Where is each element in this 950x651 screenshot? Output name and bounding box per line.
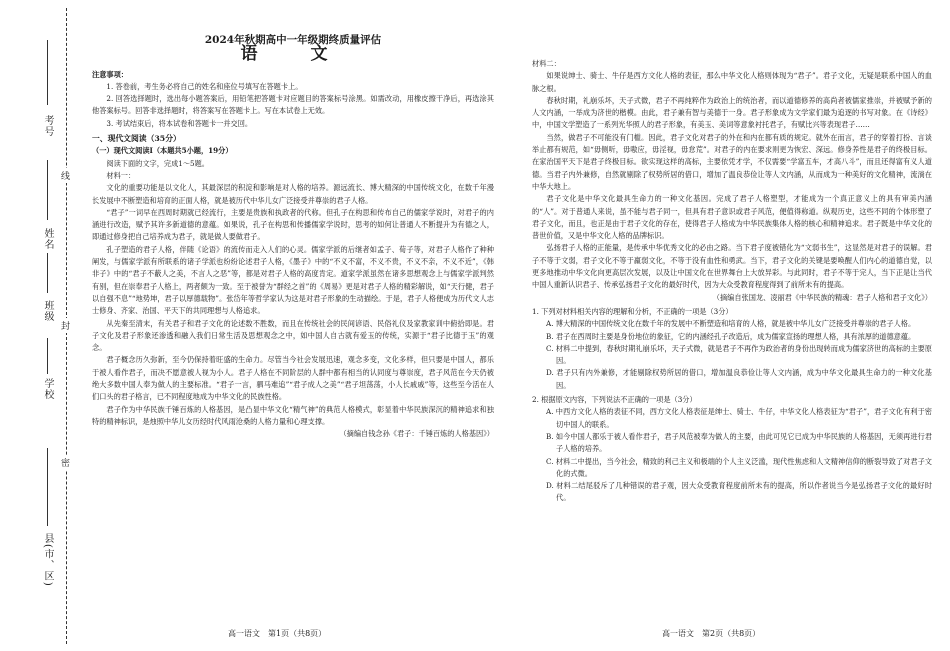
question-stem: 2. 根据原文内容，下列说法不正确的一项是（3分）	[532, 395, 697, 405]
paragraph: 君子文化是中华文化最具生命力的一种文化基因。完成了君子人格塑型，才能成为一个真正意义上的具有审美内涵的“人”。对于普通人来说，虽不能与君子同一，但具有君子意识或君子风范，便值得称道。纵观历史，这些不同的个体形塑了君子文化，而且，也正是由于君子文化的存在，使得君子人格成为中华民族集体人格的核心和精神追求。君子既是中华文化的普世价值，又是中华文化人格的品牌标识。	[532, 194, 932, 241]
question-option: D. 君子只有内外兼修，才能剔除权势所居的借口，增加温良恭俭让等人文内涵，成为中华文化最具生命力的一种文化基因。	[546, 368, 932, 390]
question-stem: 1. 下列对材料相关内容的理解和分析，不正确的一项是（3分）	[532, 306, 733, 316]
paragraph: 君子概念历久弥新，至今仍保持着旺盛的生命力。尽管当今社会发展迅速，观念多变，文化多样，但只要是中国人，都乐于被人看作君子，而决不愿意被人视为小人。君子人格在不同阶层的人群中都有相当的认同度与尊崇度，君子风范在今天仍被绝大多数中国人奉为做人的主要标准。“君子一言，驷马难追”“君子成人之美”“君子坦荡荡，小人长戚戚”等，这些至今活在人们口头的君子格言，已不同程度地成为中华文化的民族性格。	[92, 355, 494, 402]
seal-mark-xian: 线	[61, 168, 70, 183]
paragraph: 孔子塑造的君子人格，伴随《论语》的流传而走入人们的心灵。儒家学派的后继者如孟子、荀子等，对君子人格作了种种阐发，与儒家学派有所联系的诸子学派也纷纷论述君子人格，《墨子》中的“不义不富，不义不贵，不义不亲，不义不近”，《韩非子》中的“君子不蔽人之美，不言人之恶”等，都是对君子人格的高度肯定。道家学派虽然在诸多思想观念上与儒家学派判然有别，但在崇奉君子人格上，两者颇为一致。至于被誉为“群经之首”的《周易》更是对君子人格的精彩解说，如“天行健，君子以自强不息”“地势坤，君子以厚德载物”。张岱年等哲学家认为这是对君子形象的生动描绘。于是，君子人格便成为历代文人志士修身、齐家、治国、平天下的共同理想与人格追求。	[92, 244, 494, 316]
question-option: A. 博大精深的中国传统文化在数千年的发展中不断塑造和培育的人格，就是被中华儿女广泛接受并尊崇的君子人格。	[546, 319, 916, 329]
seal-mark-mi: 密	[61, 455, 70, 470]
subject-title: 语 文	[240, 44, 346, 65]
note-item: 3. 考试结束后，将本试卷和答题卡一并交回。	[106, 118, 253, 128]
label-class: 班级	[42, 300, 53, 322]
label-school: 学校	[42, 378, 53, 400]
binding-margin	[0, 0, 78, 651]
left-column	[92, 34, 494, 441]
blank-county[interactable]	[47, 448, 48, 526]
paragraph: 当然，做君子不可能没有门槛。因此，君子文化对君子的外在和内在都有质的规定。就外在而言，君子的穿着打扮、言谈举止都有规范，如“毋侧听，毋嗷应，毋淫视，毋怠荒”。对君子的内在要求则更为恢宏、深远。修身养性是君子的终极目标。在家治国平天下是君子终极目标。欲实现这样的高标，主要依凭才学，不仅需要“学富五车，才高八斗”，而且还得富有义人道德。当君子内外兼修，自然就剔除了权势所居的借口，增加了温良恭俭让等人文内涵，从而成为一种美好的文化精神，流淌在中华大地上。	[532, 132, 932, 191]
question-option: C. 材料二中提到，春秋时期礼崩乐坏，天子式微，就是君子不再作为政治者的身份出现转而成为儒家济世的高标的主要原因。	[546, 343, 932, 366]
note-item: 1. 答卷前，考生务必将自己的姓名和座位号填写在答题卡上。	[106, 81, 303, 91]
blank-exam-number[interactable]	[47, 40, 48, 105]
paragraph: 从先秦至清末，有关君子和君子文化的论述数不胜数，而且在传统社会的民间谚语、民俗礼仪及家教家训中俯拾即是。君子文化及君子形象还渗透和融入我们日常生活及思想观念之中，如中国人自古就有爱玉的传统，实源于“君子比德于玉”的观念。	[92, 318, 494, 353]
source-citation: （摘编自张国龙、凌丽君《中华民族的精魂：君子人格和君子文化》）	[712, 292, 932, 302]
page-footer-right: 高一语文 第2页（共8页）	[662, 629, 761, 638]
label-exam-number: 考号	[42, 115, 53, 137]
paragraph: “君子”一词早在西周时期就已经流行，主要是贵族和执政者的代称。但孔子在构思和传布自己的儒家学说时，对君子的内涵进行改造，赋予其许多新道德的意蕴。如果说，孔子在构思和传播儒家学说时，思考的如何让普通人不断提升为有德之人，即通过修身把自己培养成为君子，就是做人要做君子。	[92, 207, 494, 242]
page-footer-left: 高一语文 第1页（共8页）	[228, 629, 327, 638]
seal-mark-feng: 封	[61, 318, 70, 333]
notes-heading: 注意事项：	[92, 69, 128, 79]
material-label: 材料一：	[106, 170, 136, 180]
question-option: C. 材料二中提出，当今社会，精致的利己主义和极端的个人主义泛滥，现代性焦虑和人文精神信仰的断裂导致了对君子文化的式微。	[546, 456, 932, 478]
instruction: 阅读下面的文字，完成1～5题。	[106, 158, 209, 168]
label-name: 姓名	[42, 228, 53, 250]
paragraph: 君子作为中华民族千锤百炼的人格基因，是凸显中华文化“精气神”的典范人格模式，彰显着中华民族深沉的精神追求和独特的精神标识，是烛照中华儿女历经时代风雨沧桑的人格力量和心理支撑。	[92, 404, 494, 426]
section-title: 一、现代文阅读（35分）	[92, 134, 181, 144]
note-item: 2. 回答选择题时，选出每小题答案后，用铅笔把答题卡对应题目的答案标号涂黑。如需改动，用橡皮擦干净后，再选涂其他答案标号。回答非选择题时，将答案写在答题卡上。写在本试卷上无效。	[92, 94, 494, 116]
material-label: 材料二：	[532, 59, 561, 68]
question-option: A. 中西方文化人格的表征不同，西方文化人格表征是绅士、骑士、牛仔，中华文化人格表征为“君子”，君子文化有利于密切中国人的联系。	[546, 407, 932, 429]
question-option: B. 如今中国人都乐于被人看作君子，君子风范被奉为做人的主要，由此可见它已成为中华民族的人格基因，无须再进行君子人格的培养。	[546, 431, 932, 454]
paragraph: 如果说绅士、骑士、牛仔是西方文化人格的表征，那么中华文化人格则体现为“君子”。君子文化，无疑是联系中国人的血脉之根。	[532, 71, 932, 93]
paragraph: 春秋时期，礼崩乐坏，天子式微，君子不再纯粹作为政治上的统治者，而以道德修养的高尚者被儒家推崇，并被赋予新的人文内涵，一举成为济世的楷模。由此，君子兼有智与美德于一身。君子形象成为文学家们最为追逐的书写对象。在《诗经》中，中国文学塑造了一系列光华照人的君子形象，有美玉、美词等意象衬托君子，有赋比兴等表现君子……	[532, 95, 932, 130]
paragraph: 弘扬君子人格的正能量，是传承中华优秀文化的必由之路。当下君子度被错化为“文弱书生”，这显然是对君子的误解。君子不等于文弱，君子文化不等于羸弱文化，不等于没有血性和勇武。当下，君子文化的关键是要唤醒人们内心的道德自觉，以更多地推动中华文化向更高层次发展，以及让中国文化在世界舞台上大放异彩。与此同时，君子不等于完人，当下正是让当代中国人重新认识君子、传承弘扬君子文化的最好时代，因为大众受教育程度得到了前所未有的提高。	[532, 243, 932, 290]
question-option: B. 君子在西周时主要是身份地位的象征，它的内涵经孔子改造后，成为儒家宣扬的理想人格，具有浓厚的道德意蕴。	[546, 331, 916, 341]
question-option: D. 材料二结尾驳斥了几种错误的君子观，因大众受教育程度前所未有的提高，所以作者说当今是弘扬君子文化的最好时代。	[546, 481, 932, 503]
exam-title: 2024年秋期高中一年级期终质量评估	[204, 34, 382, 46]
paragraph: 文化的重要功能是以文化人，其最深层的积淀和影响是对人格的培养。源远流长、博大精深的中国传统文化，在数千年漫长发展中不断塑造和培育的正面人格，就是被历代中华儿女广泛接受并尊崇的君子人格。	[92, 183, 494, 205]
source-citation: （摘编自钱念孙《君子：千锤百炼的人格基因》）	[339, 429, 494, 439]
blank-class[interactable]	[47, 253, 48, 293]
blank-name[interactable]	[47, 160, 48, 220]
label-county: 县(市、区)	[42, 533, 53, 587]
right-column	[532, 58, 932, 505]
subsection-title: （一）现代文阅读Ⅰ（本题共5小题，19分）	[92, 146, 233, 156]
blank-school[interactable]	[47, 338, 48, 374]
